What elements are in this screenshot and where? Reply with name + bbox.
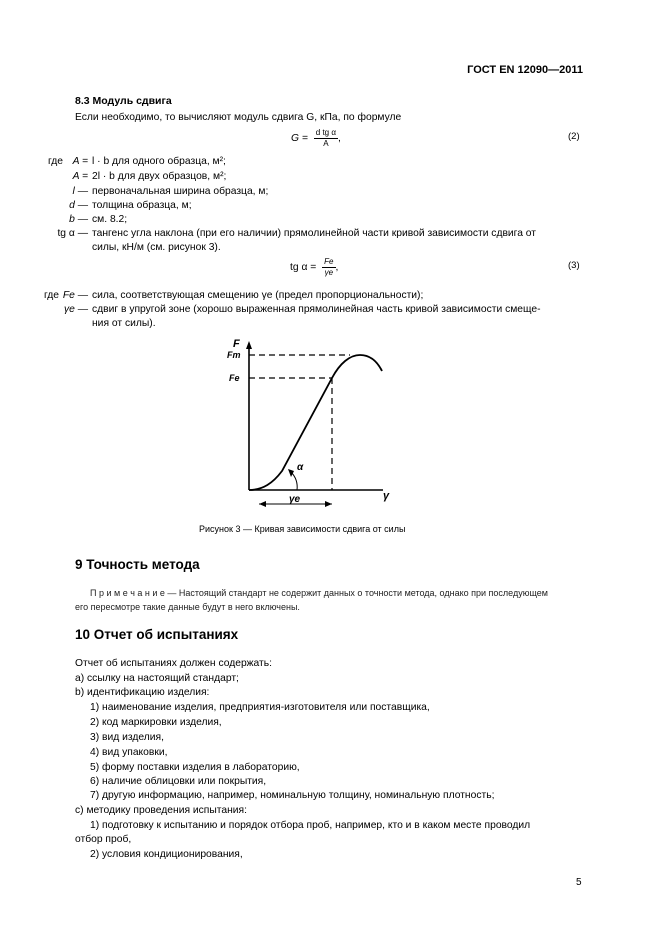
formula-3-tail: ,	[335, 262, 339, 274]
list-item: 7) другую информацию, например, номинальную толщину, номинальную плотность;	[90, 790, 495, 801]
def-text: первоначальная ширина образца, м;	[92, 186, 269, 197]
list-item: b) идентификацию изделия:	[75, 687, 210, 698]
shear-force-figure	[225, 335, 415, 515]
def-text: 2l · b для двух образцов, м²;	[92, 171, 227, 182]
note-continuation: его пересмотре такие данные будут в него включены.	[75, 602, 300, 612]
def-symbol: Fe —	[62, 290, 88, 301]
list-item: 3) вид изделия,	[90, 732, 164, 743]
formula-3-lhs: tg α =	[290, 262, 317, 274]
formula-3	[290, 257, 338, 278]
equation-number-3: (3)	[568, 260, 580, 271]
label-F: F	[233, 338, 240, 350]
def-symbol: A =	[72, 156, 88, 167]
section-8-3-title: 8.3 Модуль сдвига	[75, 95, 172, 107]
def-symbol: d —	[69, 200, 88, 211]
list-item: 4) вид упаковки,	[90, 747, 168, 758]
list-item: 6) наличие облицовки или покрытия,	[90, 776, 267, 787]
where-label-1: где	[48, 156, 64, 167]
def-symbol: γe —	[63, 304, 88, 315]
formula-2-fraction	[314, 128, 338, 149]
section-8-3-intro: Если необходимо, то вычисляют модуль сдвига G, кПа, по формуле	[75, 112, 402, 123]
formula-2-denominator: A	[323, 139, 329, 148]
formula-3-fraction	[322, 257, 335, 278]
list-item-continuation: отбор проб,	[75, 834, 132, 845]
label-alpha: α	[297, 462, 304, 473]
def-text: тангенс угла наклона (при его наличии) прямолинейной части кривой зависимости сдвига от	[92, 228, 537, 239]
section-10-title: 10 Отчет об испытаниях	[75, 627, 239, 642]
def-symbol: A =	[72, 171, 88, 182]
where-label-2: где	[44, 290, 60, 301]
list-item: 5) форму поставки изделия в лабораторию,	[90, 762, 300, 773]
report-intro: Отчет об испытаниях должен содержать:	[75, 658, 272, 669]
list-item: a) ссылку на настоящий стандарт;	[75, 673, 239, 684]
formula-2-lhs: G =	[291, 133, 308, 145]
label-gamma: γ	[383, 490, 390, 502]
def-symbol: b —	[69, 214, 88, 225]
y-axis-arrow-icon	[246, 341, 252, 349]
dimension-arrow-left-icon	[259, 501, 266, 507]
label-Fe: Fe	[229, 373, 240, 383]
alpha-arrow-icon	[288, 469, 294, 477]
shear-force-curve	[249, 355, 382, 490]
label-Fm: Fm	[227, 350, 241, 360]
list-item: 2) код маркировки изделия,	[90, 717, 222, 728]
def-text: сдвиг в упругой зоне (хорошо выраженная прямолинейная часть кривой зависимости смеще-	[92, 304, 541, 315]
note-text: П р и м е ч а н и е — Настоящий стандарт не содержит данных о точности метода, однако при последующем	[90, 588, 548, 598]
page-number: 5	[576, 877, 582, 888]
def-text: толщина образца, м;	[92, 200, 192, 211]
list-item: 2) условия кондиционирования,	[90, 849, 243, 860]
formula-3-numerator: Fe	[324, 257, 334, 266]
def-symbol: l —	[72, 186, 88, 197]
label-gamma-e: γe	[289, 494, 301, 505]
list-item: c) методику проведения испытания:	[75, 805, 247, 816]
standard-header: ГОСТ EN 12090—2011	[467, 64, 583, 76]
def-text: см. 8.2;	[92, 214, 128, 225]
def-text: сила, соответствующая смещению γe (предел пропорциональности);	[92, 290, 424, 301]
list-item: 1) наименование изделия, предприятия-изготовителя или поставщика,	[90, 702, 430, 713]
def-text-continuation: ния от силы).	[92, 318, 156, 329]
formula-2	[291, 128, 341, 149]
formula-2-tail: ,	[337, 133, 341, 145]
def-text-continuation: силы, кН/м (см. рисунок 3).	[92, 242, 221, 253]
formula-2-numerator: d tg α	[315, 128, 336, 137]
def-symbol: tg α —	[57, 228, 88, 239]
dimension-arrow-right-icon	[325, 501, 332, 507]
equation-number-2: (2)	[568, 131, 580, 142]
list-item: 1) подготовку к испытанию и порядок отбора проб, например, кто и в каком месте проводил	[90, 820, 531, 831]
section-9-title: 9 Точность метода	[75, 557, 200, 572]
figure-caption: Рисунок 3 — Кривая зависимости сдвига от силы	[199, 524, 406, 534]
formula-3-denominator: γe	[324, 268, 334, 277]
def-text: l · b для одного образца, м²;	[92, 156, 226, 167]
